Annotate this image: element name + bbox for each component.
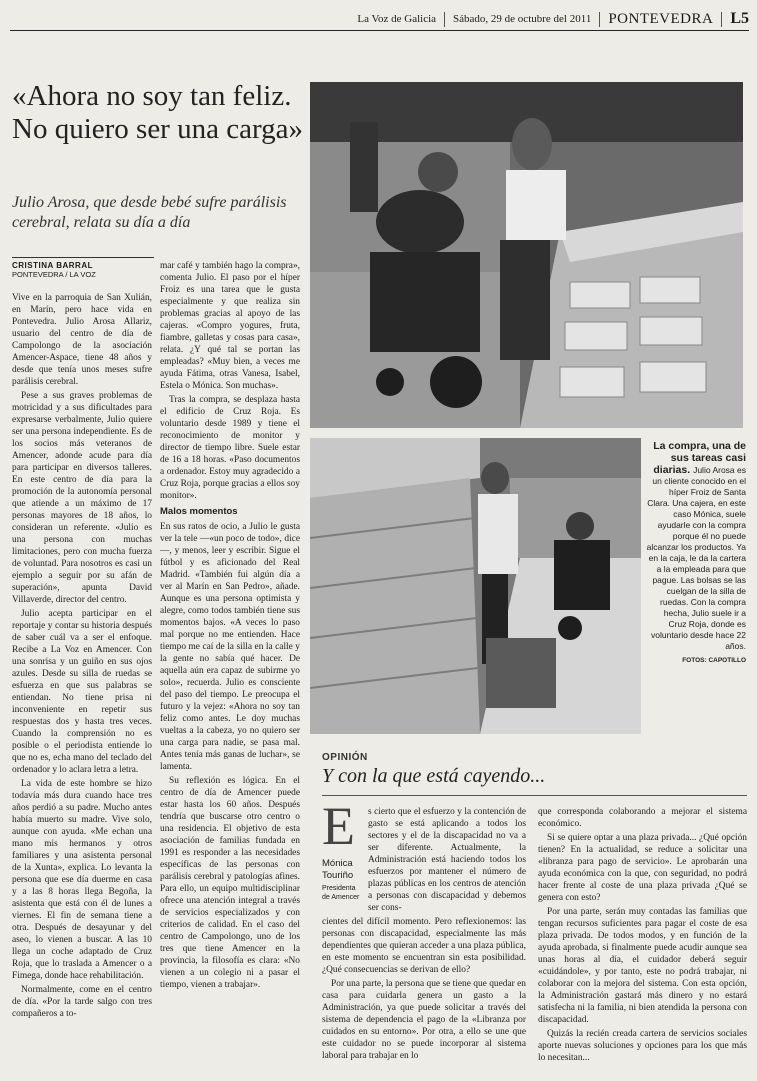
newspaper-name: La Voz de Galicia <box>357 13 437 25</box>
opinion-author-name: Mónica Touriño <box>322 858 354 881</box>
photo-caption <box>646 440 746 666</box>
caption-lead: La compra, una de sus tareas casi diarias. <box>653 440 746 476</box>
photo-supermarket-aisle <box>310 438 641 734</box>
section-subheading: Malos momentos <box>160 506 238 517</box>
opinion-paragraph: que corresponda colaborando a mejorar el sistema económico. <box>538 807 747 829</box>
photo-credit: FOTOS: CAPOTILLO <box>682 657 746 664</box>
opinion-paragraph: s cierto que el esfuerzo y la contención de gasto se está aplicando a todos los sectores y el de la discapacidad no va a ser diferente. Actualmente, la Administración está haciendo todos los esfuerzos por mantener el número de plazas públicas en los centros de atención a personas con discapacidad y debemos ser cons- <box>368 807 526 913</box>
masthead-divider <box>444 12 445 27</box>
opinion-author <box>322 858 364 902</box>
photo-supermarket-aisle-image <box>310 438 641 734</box>
opinion-paragraph: Por una parte, serán muy contadas las familias que tengan recursos suficientes para pagar el coste de esa plaza privada. De todos modos, y en función de la ayuda aprobada, si finalmente puede acudir aunque sea unas horas al día, el cuidador deberá seguir «cuidándole», y por tanto, este no podrá trabajar, ni colaborar con la mejora del sistema. Con esta opción, la Administración gastará más dinero y no estará satisfecha ni la familia, ni bien atendida la persona con discapacidad. <box>538 907 747 1025</box>
article-subhead: Julio Arosa, que desde bebé sufre parálisis cerebral, relata su día a día <box>12 194 287 231</box>
opinion-paragraph: Quizás la recién creada cartera de servicios sociales aporte nuevas soluciones y opciones para los que más lo necesitan... <box>538 1029 747 1063</box>
byline <box>12 257 154 279</box>
issue-date: Sábado, 29 de octubre del 2011 <box>453 13 592 25</box>
article-paragraph: Vive en la parroquia de San Xulián, en Marín, pero hace vida en Pontevedra. Julio Arosa Allariz, usuario del centro de día de Campolongo de la asociación Amencer-Aspace, tiene 48 años y desde que tenía unos meses sufre parálisis cerebral. <box>12 293 152 387</box>
opinion-paragraph: cientes del difícil momento. Pero reflexionemos: las personas con discapacidad, especialmente las más dependientes que quieran acceder a una plaza pública, en este momento se encuentran sin esta posibilidad. ¿Qué consecuencias se derivan de ello? <box>322 917 526 975</box>
page-number: L5 <box>730 10 749 27</box>
opinion-dropcap: E <box>322 796 355 856</box>
article-column-1 <box>12 292 152 1074</box>
opinion-column-2 <box>538 806 747 1076</box>
article-paragraph: Normalmente, come en el centro de día. «Por la tarde salgo con tres compañeros a to- <box>12 985 152 1019</box>
article-paragraph: La vida de este hombre se hizo todavía más dura cuando hace tres años perdió a su padre. Mucho antes había muerto su madre. Vive solo, aunque con ayuda. «Me echan una mano mis hermanos y otros familiares y una asistenta personal de la Xunta», explica. Lo levanta la persona que ese día duerme en casa y a las 8 horas llega Begoña, la asistenta que está con él de lunes a viernes. El fin de semana tiene a otra. Después de desayunar y del aseo, lo vienen a buscar. A las 10 llega un coche adaptado de Cruz Roja, que lo traslada a Amencer o a Fimega, donde hace rehabilitación. <box>12 779 152 981</box>
article-column-2 <box>160 260 300 1074</box>
article-paragraph: En sus ratos de ocio, a Julio le gusta ver la tele —«un poco de todo», dice—, y menos, leer y escribir. Sigue el fútbol y es aficionado del Real Madrid. «También fui algún día a ver al Marín en San Pedro», añade. Aunque es una persona optimista y alegre, como todos también tiene sus momentos bajos. «A veces lo paso mal porque no me entienden. Hace tiempo me caí de la silla en la calle y la gente no sabía qué hacer. De aquella aún era capaz de subirme yo solo», recuerda. Julio es consciente del paso del tiempo. Le preocupa el futuro y la vejez: «Ahora no soy tan feliz como antes. Le doy muchas vueltas a la cabeza, yo no quiero ser una carga para nadie, se pasa mal. Antes tenía más ganas de luchar», se lamenta. <box>160 522 300 772</box>
article-paragraph: Julio acepta participar en el reportaje y contar su historia después de saber cuál va a ser el enfoque. Recibe a La Voz en Amencer. Con una sonrisa y un guiño en sus ojos azules. Desde su silla de ruedas se esfuerza en que sus palabras se entiendan. No tiene prisa ni inconveniente en repetir sus respuestas dos y hasta tres veces. Cuando la comprensión no es posible o el periodista entiende lo que no es, echa mano del teclado del ordenador y lo aclara letra a letra. <box>12 609 152 775</box>
photo-deli-counter <box>310 82 743 428</box>
photo-deli-counter-image <box>310 82 743 428</box>
opinion-divider <box>322 795 747 796</box>
masthead <box>10 8 749 31</box>
caption-text: Julio Arosa es un cliente conocido en el híper Froiz de Santa Clara. Una cajera, en este caso Mónica, suele ayudarle con la compra porque él no puede alcanzar los productos. Ya en la caja, le da la cartera a la empleada para que pague. Las bolsas se las cuelgan de la silla de ruedas. Con la compra hecha, Julio suele ir a Cruz Roja, donde es voluntario desde hace 22 años. <box>646 465 746 651</box>
opinion-paragraph: Por una parte, la persona que se tiene que quedar en casa para cuidarla genera un gasto a la Administración, ya que puede solicitar a través del sistema de dependencia el pago de la «Libranza por cuidados en su entorno». Por otra, a ello se une que este cuidador no se puede incorporar al sistema laboral para trabajar en lo <box>322 979 526 1061</box>
masthead-divider <box>721 12 722 27</box>
opinion-author-role: Presidenta de Amencer <box>322 885 360 901</box>
opinion-title: Y con la que está cayendo... <box>322 765 546 787</box>
byline-author: CRISTINA BARRAL <box>12 261 93 270</box>
article-paragraph: Su reflexión es lógica. En el centro de día de Amencer puede estar hasta los 60 años. Después tendría que buscarse otro centro o una residencia. El objetivo de esta asociación de familias fundada en 1991 es responder a las necesidades específicas de las personas con parálisis cerebral y patologías afines. Para ello, un equipo multidisciplinar ofrece una atención integral a través de servicios especializados y con criterios de calidad. En el caso del centro de Campolongo, uno de los tres que tiene Amencer en la provincia, la filosofía es clara: «No vienen a un colegio ni a pasar el tiempo, vienen a trabajar». <box>160 776 300 990</box>
opinion-column-1-top <box>368 806 526 916</box>
article-paragraph: Tras la compra, se desplaza hasta el edificio de Cruz Roja. Es voluntario desde 1989 y tiene el reconocimiento de monitor y director de tiempo libre. Suele estar de 16 a 18 horas. «Paso documentos a ordenador. Estoy muy agradecido a Cruz Roja, porque gracias a ellos soy monitor». <box>160 395 300 501</box>
masthead-divider <box>599 12 600 27</box>
section-name: PONTEVEDRA <box>608 10 714 27</box>
opinion-paragraph: Si se quiere optar a una plaza privada... ¿Qué opción tienen? En la actualidad, se reduce a solicitar una «libranza para pago de servicio». Le aprobarán una ayuda económica con la que, con seguridad, no podrá hacer frente al coste de una plaza privada ¿Qué se genera con esto? <box>538 833 747 903</box>
opinion-label: OPINIÓN <box>322 752 368 763</box>
opinion-column-1 <box>322 916 526 1076</box>
article-paragraph: Pese a sus graves problemas de motricidad y a sus dificultades para expresarse verbalmente, Julio quiere ser una persona independiente. Es de los socios más veteranos de Amencer, adonde acude para día para participar en diversos talleres. En este centro de día para la promoción de la autonomía personal que atiende a un máximo de 17 personas mayores de 18 años, lo consideran un referente. «Julio es una persona con muchas limitaciones, pero con mucha fuerza de voluntad. Para nosotros es casi un ejemplo a seguir por su afán de superación», apunta David Villaverde, director del centro. <box>12 391 152 605</box>
article-paragraph: mar café y también hago la compra», comenta Julio. El paso por el híper Froiz es una tarea que le gusta especialmente y que realiza sin problemas gracias al apoyo de las cajeras. «Compro yogures, fruta, fiambre, galletas y cosas para casa», relata. ¿Y qué tal se portan las empleadas? «Muy bien, a veces me ayuda Fátima, otras Vanesa, Isabel, Estela o Mónica. Son muchas». <box>160 261 300 391</box>
byline-location: PONTEVEDRA / LA VOZ <box>12 270 96 279</box>
article-headline: «Ahora no soy tan feliz. No quiero ser una carga» <box>12 80 303 145</box>
